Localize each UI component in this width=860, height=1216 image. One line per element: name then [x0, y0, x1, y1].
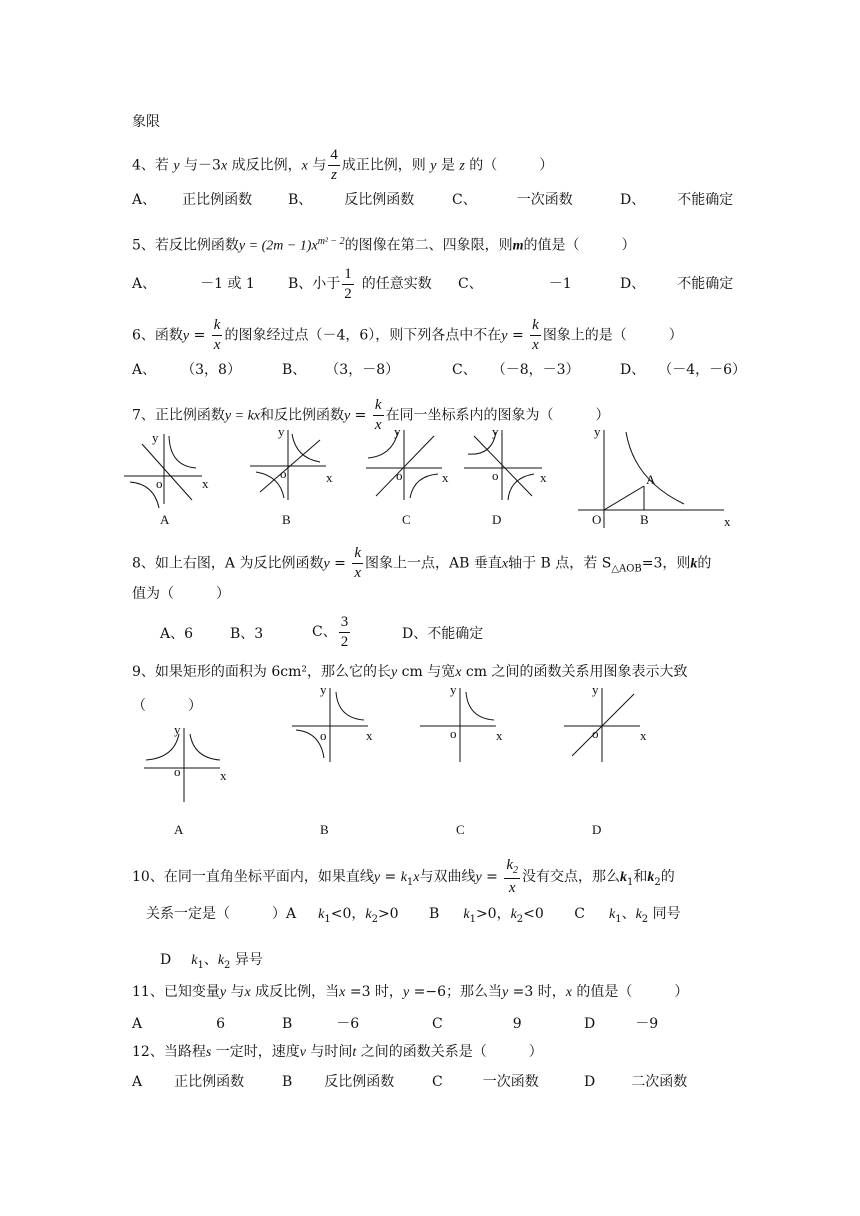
- svg-text:y: y: [592, 682, 599, 697]
- q8-option-d: D、不能确定: [402, 626, 484, 642]
- svg-text:y: y: [278, 424, 285, 439]
- q7-label-a: A: [160, 512, 170, 527]
- question-9: 9、如果矩形的面积为 6cm²，那么它的长y cm 与宽x cm 之间的函数关系用图象表示大致: [132, 664, 688, 680]
- q11-option-c: C 9: [432, 1016, 522, 1032]
- svg-text:y: y: [492, 424, 499, 439]
- svg-text:x: x: [496, 728, 503, 743]
- svg-text:y: y: [394, 424, 401, 439]
- q6-option-c: C、 （－8，－3）: [452, 362, 580, 378]
- svg-text:o: o: [592, 726, 599, 741]
- q9-graph-b: [290, 684, 390, 764]
- q6-option-b: B、 （3，－8）: [282, 362, 400, 378]
- q12-option-b: B 反比例函数: [282, 1074, 395, 1090]
- q5-option-c: C、 －1: [458, 276, 572, 292]
- q8-option-b: B、3: [230, 626, 264, 642]
- question-12: 12、当路程s 一定时，速度v 与时间t 之间的函数关系是（ ）: [132, 1044, 543, 1060]
- question-4: 4、若 y 与－3x 成反比例，x 与 $\frac{4}{z}$ 成正比例，则 y 是 z 的（ ）: [132, 147, 554, 183]
- svg-text:x: x: [540, 470, 547, 485]
- svg-text:o: o: [320, 728, 327, 743]
- q7-label-c: C: [402, 512, 411, 527]
- svg-text:x: x: [202, 476, 209, 491]
- q9-label-c: C: [456, 822, 465, 837]
- q11-option-a: A 6: [132, 1016, 226, 1032]
- q9-label-d: D: [592, 822, 602, 837]
- q7-graph-c: [364, 426, 464, 506]
- q9-graph-a: [144, 724, 244, 804]
- question-5: 5、若反比例函数$y = (2m - 1)x^{m^2 - 2}$的图像在第二、四象限，则m的值是（ ）: [132, 236, 636, 254]
- svg-text:o: o: [492, 468, 499, 483]
- q7-graph-a: [124, 430, 224, 510]
- svg-text:y: y: [450, 682, 457, 697]
- q8-option-a: A、6: [160, 626, 194, 642]
- q8-line2: 值为（ ）: [132, 586, 230, 602]
- q8-figure: [574, 424, 744, 534]
- q6-option-a: A、 （3，8）: [132, 362, 241, 378]
- q8-x-label: x: [724, 514, 731, 529]
- svg-text:x: x: [640, 728, 647, 743]
- header-text: 象限: [132, 114, 160, 130]
- svg-text:o: o: [280, 466, 287, 481]
- q5-option-b: B、小于 $\frac{1}{2}$ 的任意实数: [288, 265, 432, 302]
- q5-option-d: D、 不能确定: [620, 276, 734, 292]
- svg-text:x: x: [442, 470, 449, 485]
- q4-option-a: A、 正比例函数: [132, 192, 253, 208]
- q8-b-label: B: [640, 512, 649, 527]
- q8-a-label: A: [646, 472, 656, 487]
- q7-label-b: B: [282, 512, 291, 527]
- q11-option-d: D －9: [584, 1016, 659, 1032]
- q7-label-d: D: [492, 512, 502, 527]
- svg-text:x: x: [220, 768, 227, 783]
- q4-option-d: D、 不能确定: [620, 192, 734, 208]
- q9-label-a: A: [174, 822, 184, 837]
- question-6: 6、函数y = $\frac{k}{x}$ 的图象经过点（－4，6），则下列各点中不在y = $\frac{k}{x}$ 图象上的是（ ）: [132, 317, 683, 353]
- q7-graph-b: [246, 426, 346, 506]
- q8-o-label: O: [592, 512, 602, 527]
- q8-option-c: C、 $\frac{3}{2}$: [312, 613, 349, 650]
- svg-text:y: y: [174, 722, 181, 737]
- q9-graph-d: [564, 684, 664, 764]
- q4-option-c: C、 一次函数: [452, 192, 573, 208]
- q7-graph-d: [464, 426, 564, 506]
- q12-option-c: C 一次函数: [432, 1074, 539, 1090]
- question-7: 7、正比例函数y = kx和反比例函数y = $\frac{k}{x}$ 在同一坐标系内的图象为（ ）: [132, 397, 610, 433]
- q9-label-b: B: [320, 822, 329, 837]
- question-8: 8、如上右图，A 为反比例函数y = $\frac{k}{x}$ 图象上一点，AB 垂直x轴于 B 点，若 $S_{\triangle AOB}=3$，则k的: [132, 545, 712, 581]
- q12-option-d: D 二次函数: [584, 1074, 688, 1090]
- q12-option-a: A 正比例函数: [132, 1074, 245, 1090]
- svg-text:o: o: [450, 726, 457, 741]
- svg-text:y: y: [320, 682, 327, 697]
- q10-option-d: D $k_1$、$k_2$ 异号: [160, 952, 263, 971]
- q10-line2: 关系一定是（ ）A $k_1<0$，$k_2>0$ B $k_1>0$，$k_2<0$ C $k_1$、$k_2$ 同号: [146, 906, 681, 925]
- q6-option-d: D、 （－4，－6）: [620, 362, 747, 378]
- svg-text:x: x: [366, 728, 373, 743]
- question-11: 11、已知变量y 与x 成反比例，当x =3 时，y =−6；那么当y =3 时，x 的值是（ ）: [132, 984, 689, 1000]
- q4-option-b: B、 反比例函数: [288, 192, 415, 208]
- svg-text:o: o: [156, 476, 163, 491]
- svg-text:y: y: [152, 430, 159, 445]
- q5-option-a: A、 －1 或 1: [132, 276, 255, 292]
- q9-line2: （ ）: [132, 698, 202, 714]
- q8-y-label: y: [594, 424, 601, 439]
- q9-graph-c: [420, 684, 520, 764]
- question-10: 10、在同一直角坐标平面内，如果直线$y = k_1x$与双曲线y = $\frac{k_2}{x}$ 没有交点，那么$k_1$和$k_2$的: [132, 857, 675, 896]
- svg-text:o: o: [174, 764, 181, 779]
- svg-text:o: o: [396, 468, 403, 483]
- svg-text:x: x: [326, 470, 333, 485]
- q11-option-b: B －6: [282, 1016, 360, 1032]
